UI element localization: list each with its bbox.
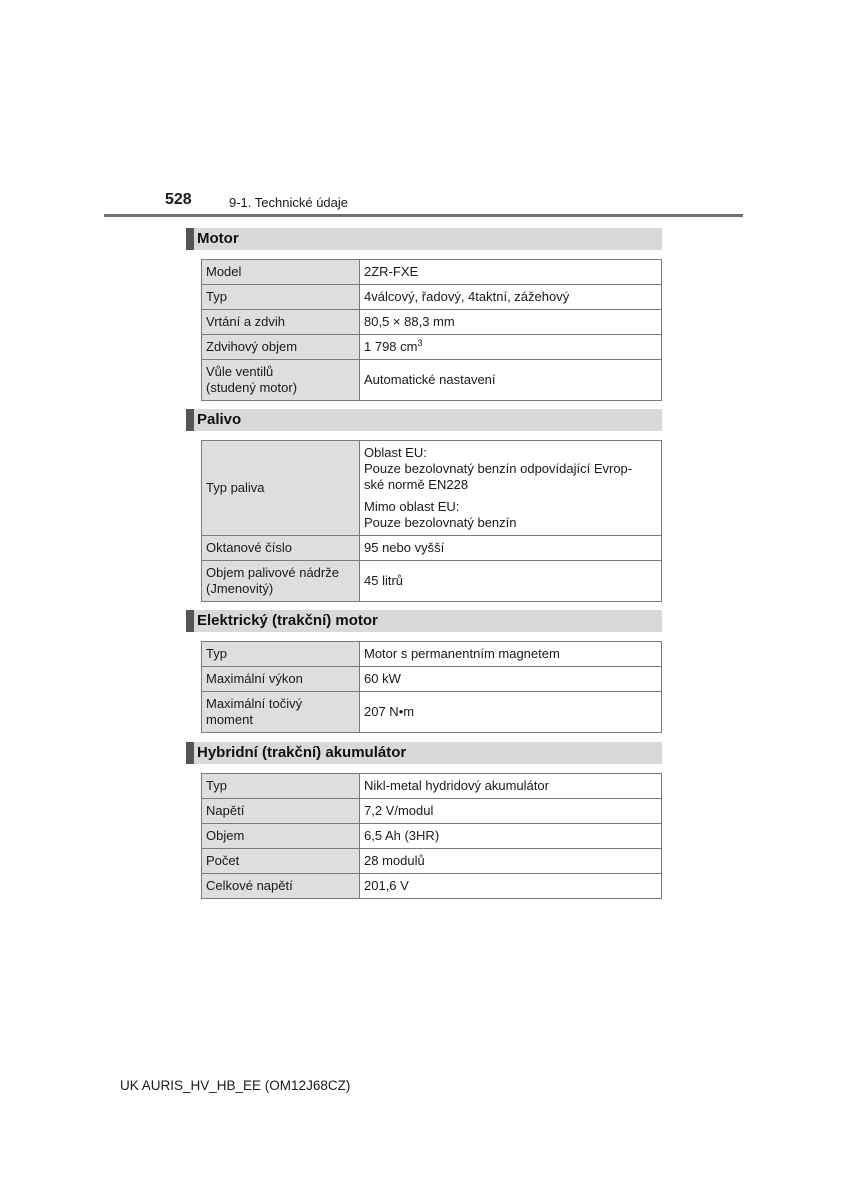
label-line: moment	[206, 712, 253, 727]
label-line: Vůle ventilů	[206, 364, 274, 379]
value-paragraph	[364, 499, 657, 531]
table-row	[202, 360, 662, 401]
row-label: Model	[202, 260, 360, 285]
value-text: 1 798 cm	[364, 339, 418, 354]
row-value	[360, 335, 662, 360]
row-value: 207 N•m	[360, 692, 662, 733]
row-value: Automatické nastavení	[360, 360, 662, 401]
label-line: (Jmenovitý)	[206, 581, 274, 596]
value-line: ské normě EN228	[364, 477, 469, 492]
row-label: Typ paliva	[202, 441, 360, 536]
row-label: Objem	[202, 824, 360, 849]
row-value: 4válcový, řadový, 4taktní, zážehový	[360, 285, 662, 310]
spec-table	[201, 641, 662, 733]
row-label	[202, 692, 360, 733]
table-row	[202, 824, 662, 849]
section-heading	[186, 228, 662, 250]
value-line: Pouze bezolovnatý benzín odpovídající Evrop-	[364, 461, 633, 476]
row-value: 2ZR-FXE	[360, 260, 662, 285]
section-heading	[186, 610, 662, 632]
row-label: Oktanové číslo	[202, 536, 360, 561]
value-line: Mimo oblast EU:	[364, 499, 460, 514]
table-row	[202, 774, 662, 799]
row-value: 95 nebo vyšší	[360, 536, 662, 561]
row-value: 28 modulů	[360, 849, 662, 874]
row-label: Typ	[202, 774, 360, 799]
row-label	[202, 360, 360, 401]
spec-table	[201, 259, 662, 401]
spec-table	[201, 440, 662, 602]
row-label: Maximální výkon	[202, 667, 360, 692]
label-line: Maximální točivý	[206, 696, 303, 711]
section-title: Motor	[197, 230, 239, 247]
spec-table	[201, 773, 662, 899]
row-value: 45 litrů	[360, 561, 662, 602]
label-line: (studený motor)	[206, 380, 298, 395]
section-heading	[186, 742, 662, 764]
section-palivo	[186, 409, 662, 602]
header-rule	[104, 214, 743, 217]
table-row	[202, 310, 662, 335]
heading-bar	[186, 610, 194, 632]
table-row	[202, 285, 662, 310]
table-row	[202, 874, 662, 899]
row-value: 6,5 Ah (3HR)	[360, 824, 662, 849]
heading-bar	[186, 742, 194, 764]
table-row	[202, 642, 662, 667]
heading-bar	[186, 228, 194, 250]
row-label: Napětí	[202, 799, 360, 824]
table-row	[202, 692, 662, 733]
section-title: Hybridní (trakční) akumulátor	[197, 744, 407, 761]
row-value	[360, 441, 662, 536]
value-paragraph	[364, 445, 657, 493]
table-row	[202, 849, 662, 874]
value-superscript: 3	[417, 338, 423, 348]
row-label: Celkové napětí	[202, 874, 360, 899]
page-footer: UK AURIS_HV_HB_EE (OM12J68CZ)	[120, 1078, 351, 1093]
row-label: Typ	[202, 642, 360, 667]
row-value: 7,2 V/modul	[360, 799, 662, 824]
section-electric-motor	[186, 610, 662, 733]
label-line: Objem palivové nádrže	[206, 565, 339, 580]
row-label: Typ	[202, 285, 360, 310]
value-line: Pouze bezolovnatý benzín	[364, 515, 517, 530]
table-row	[202, 561, 662, 602]
page-header	[0, 0, 848, 220]
heading-bar	[186, 409, 194, 431]
chapter-title: 9-1. Technické údaje	[229, 195, 349, 210]
row-label	[202, 561, 360, 602]
table-row	[202, 667, 662, 692]
row-label: Počet	[202, 849, 360, 874]
row-label: Zdvihový objem	[202, 335, 360, 360]
row-value: 60 kW	[360, 667, 662, 692]
row-value: 201,6 V	[360, 874, 662, 899]
section-title: Elektrický (trakční) motor	[197, 612, 378, 629]
section-hybrid-battery	[186, 742, 662, 899]
row-label: Vrtání a zdvih	[202, 310, 360, 335]
table-row	[202, 799, 662, 824]
table-row	[202, 536, 662, 561]
row-value: Motor s permanentním magnetem	[360, 642, 662, 667]
row-value: Nikl-metal hydridový akumulátor	[360, 774, 662, 799]
section-heading	[186, 409, 662, 431]
table-row	[202, 335, 662, 360]
row-value: 80,5 × 88,3 mm	[360, 310, 662, 335]
page-number: 528	[165, 191, 192, 208]
table-row	[202, 441, 662, 536]
value-line: Oblast EU:	[364, 445, 427, 460]
table-row	[202, 260, 662, 285]
section-motor	[186, 228, 662, 401]
section-title: Palivo	[197, 411, 242, 428]
